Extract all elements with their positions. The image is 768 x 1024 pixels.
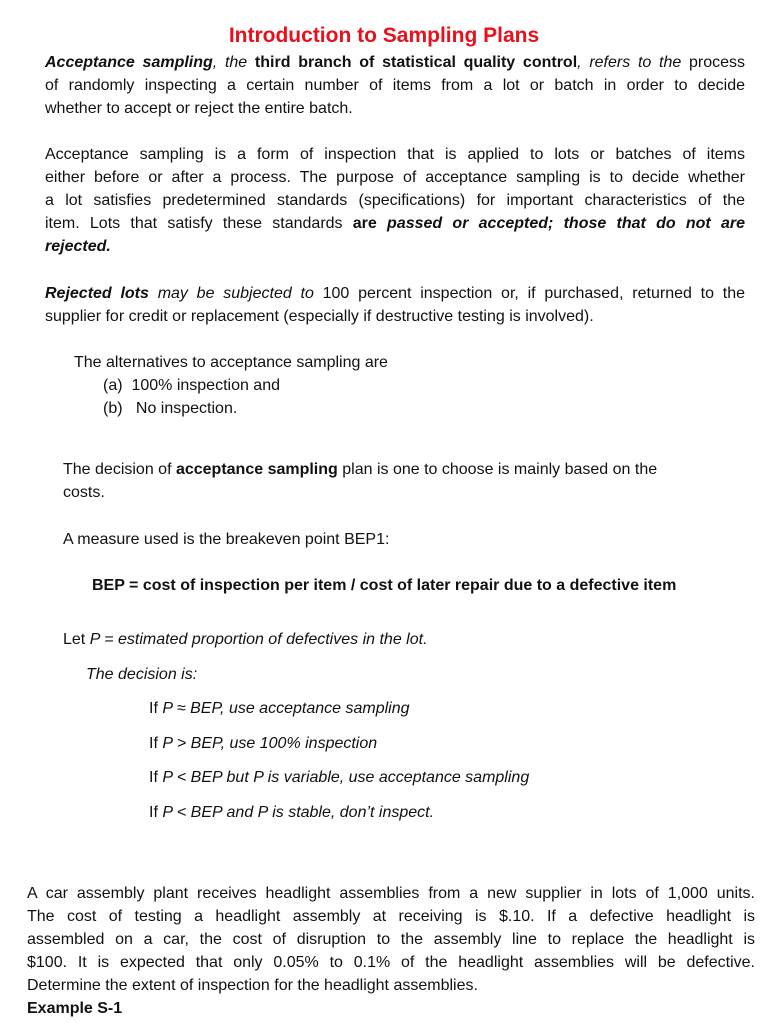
alternatives-intro: The alternatives to acceptance sampling are — [74, 354, 388, 371]
let-p-definition: Let P = estimated proportion of defectives in the lot. — [63, 631, 428, 648]
text-line: whether to accept or reject the entire batch. — [45, 100, 353, 117]
term-acceptance-sampling: Acceptance sampling — [45, 54, 213, 71]
text-line: The cost of testing a headlight assembly at receiving is $.10. If a defective headlight is — [27, 908, 755, 925]
example-label: Example S-1 — [27, 1000, 123, 1017]
decision-heading: The decision is: — [86, 666, 198, 683]
paragraph-example-problem — [27, 882, 755, 1020]
measure-text: A measure used is the breakeven point BEP1: — [63, 531, 390, 548]
term-rejected-lots: Rejected lots — [45, 285, 149, 302]
text-line: costs. — [63, 484, 105, 501]
text-line: supplier for credit or replacement (especially if destructive testing is involved). — [45, 308, 594, 325]
decision-rule: If P ≈ BEP, use acceptance sampling — [149, 700, 410, 717]
text-line: a lot satisfies predetermined standards (specifications) for important characteristics of the — [45, 192, 745, 209]
text-line: either before or after a process. The purpose of acceptance sampling is to decide whether — [45, 169, 745, 186]
text-line: of randomly inspecting a certain number of items from a lot or batch in order to decide — [45, 77, 745, 94]
decision-rule: If P < BEP and P is stable, don’t inspect. — [149, 804, 435, 821]
page-title: Introduction to Sampling Plans — [228, 24, 540, 47]
alternative-item: (a) 100% inspection and — [103, 377, 280, 394]
paragraph-rejected-lots — [45, 282, 745, 328]
text-line: Rejected lots may be subjected to 100 percent inspection or, if purchased, returned to the — [45, 285, 746, 302]
paragraph-decision — [63, 458, 743, 504]
paragraph-form-of-inspection — [45, 143, 745, 258]
text-line: Acceptance sampling is a form of inspection that is applied to lots or batches of items — [45, 146, 745, 163]
text-line: rejected. — [45, 238, 111, 255]
alternative-item: (b) No inspection. — [103, 400, 238, 417]
text-line: assembled on a car, the cost of disruption to the assembly line to replace the headlight is — [27, 931, 755, 948]
text-line: $100. It is expected that only 0.05% to 0.1% of the headlight assemblies will be defective. — [27, 954, 755, 971]
alternatives-section — [74, 351, 674, 420]
term-third-branch: third branch of statistical quality control — [254, 54, 578, 71]
paragraph-acceptance-sampling-definition — [45, 51, 745, 120]
text-line: The decision of acceptance sampling plan is one to choose is mainly based on the — [63, 461, 658, 478]
decision-rule: If P > BEP, use 100% inspection — [149, 735, 378, 752]
text-line: item. Lots that satisfy these standards are passed or accepted; those that do not are — [45, 215, 745, 232]
decision-rule: If P < BEP but P is variable, use acceptance sampling — [149, 769, 530, 786]
bep-formula: BEP = cost of inspection per item / cost of later repair due to a defective item — [92, 577, 677, 594]
text-line: Acceptance sampling, the third branch of statistical quality control, refers to the process — [45, 54, 745, 71]
text-line: Determine the extent of inspection for the headlight assemblies. — [27, 977, 478, 994]
text-line: A car assembly plant receives headlight assemblies from a new supplier in lots of 1,000 units. — [27, 885, 755, 902]
